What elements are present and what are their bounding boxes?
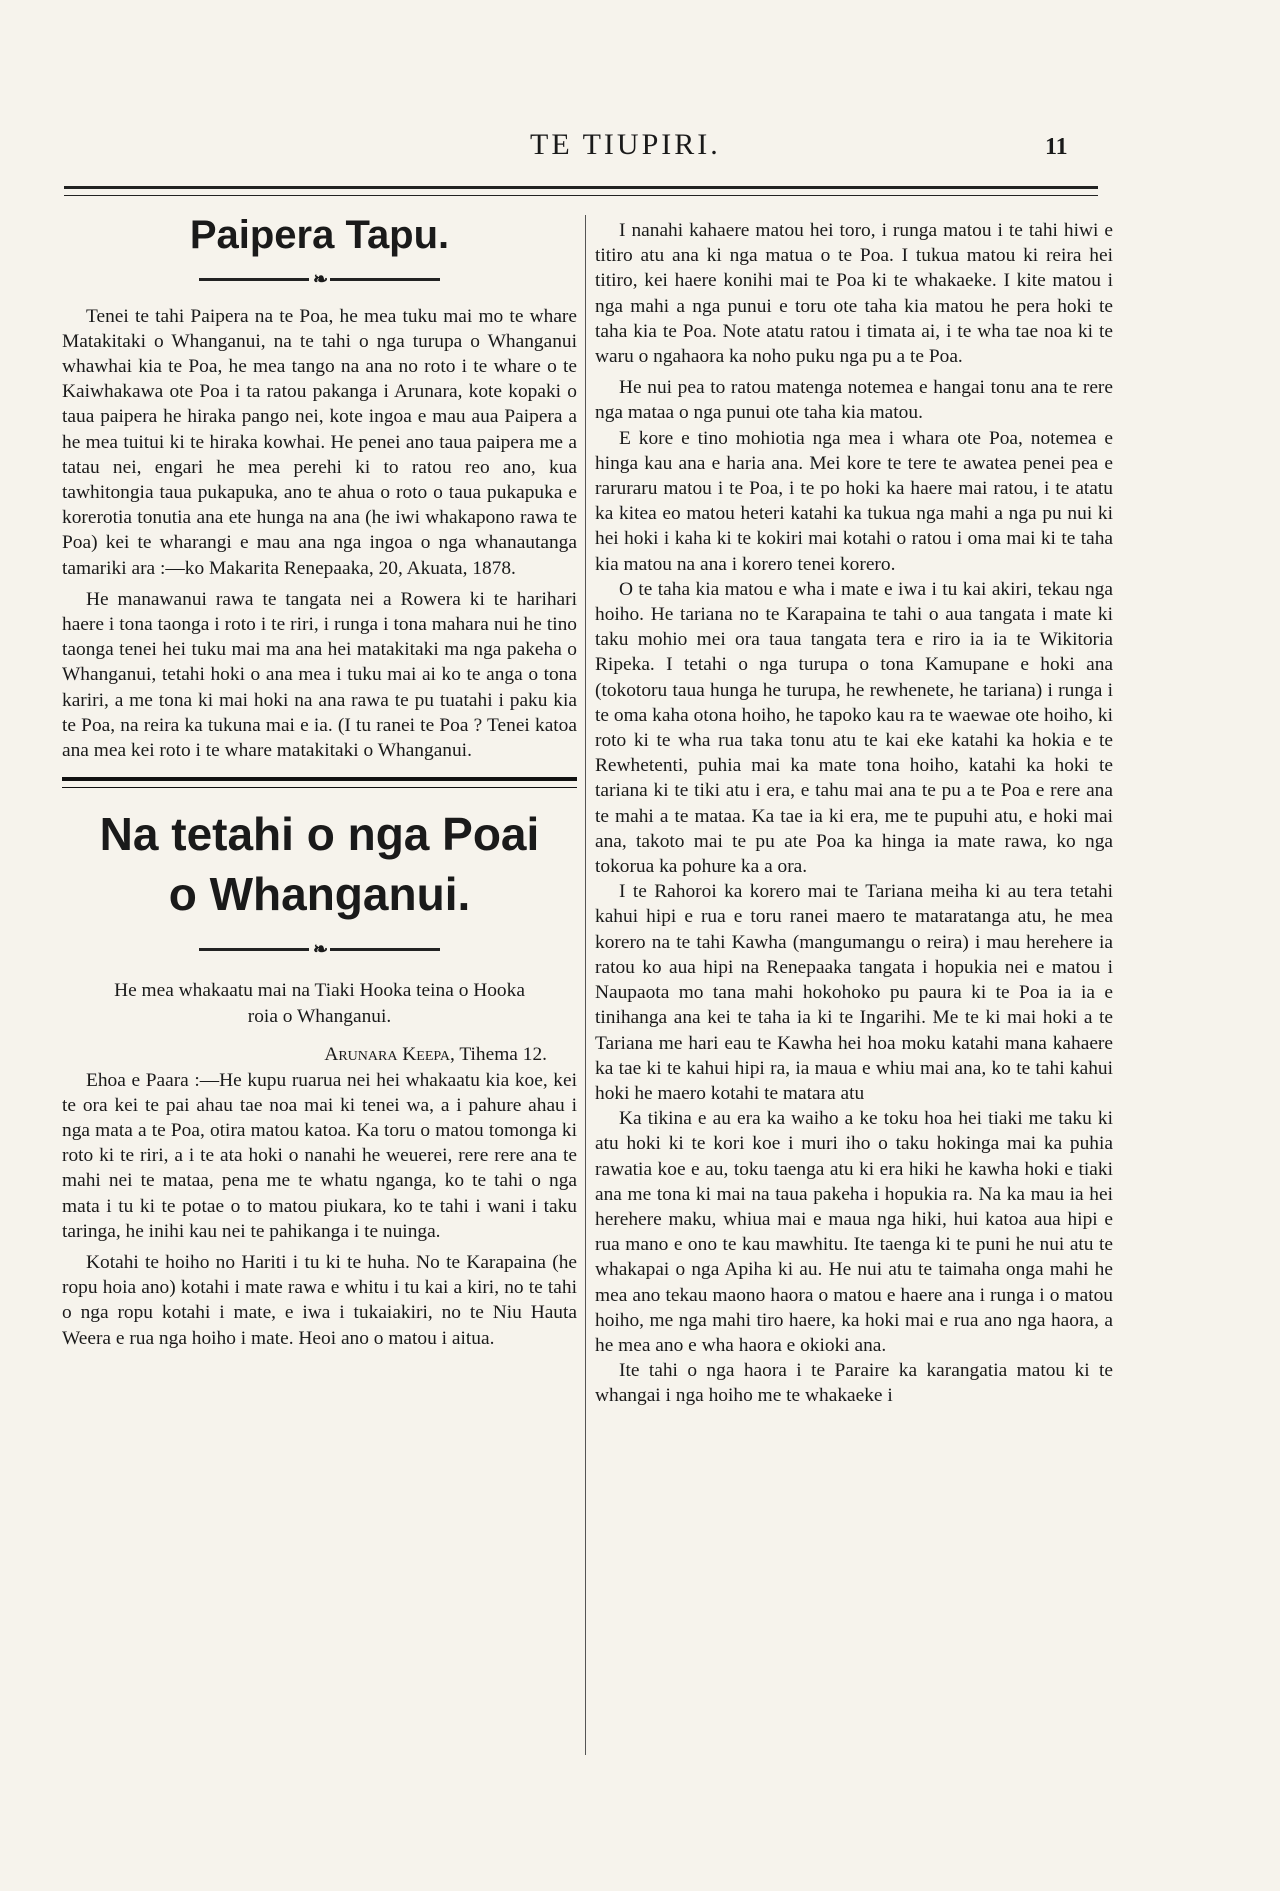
article-paragraph: Ehoa e Paara :—He kupu ruarua nei hei whakaatu kia koe, kei te ora kei te pai ahau tae noa mai ki tenei wa, a i pahure ahau i nga mata a te Poa, otira matou katoa. Ka toru o matou tomonga ki roto ki te riri, a i te ata hoki o nanahi he weuerei, rere rere ana te mahi nei te mataa, pena me te whatu nganga, ko te tahi o nga mata i tu ki te potae o to matou piukara, ko te tahi i wani i taku taringa, he inihi kau nei te pahikanga i te nuinga. xyxy=(62,1069,577,1242)
ornament-divider: ❧ xyxy=(62,938,577,960)
left-column xyxy=(62,205,577,1351)
page-header xyxy=(60,128,1100,168)
article-paragraph: Ite tahi o nga haora i te Paraire ka karangatia matou ki te whangai i nga hoiho me te whakaeke i xyxy=(595,1360,1113,1407)
article-paragraph: E kore e tino mohiotia nga mea i whara ote Poa, notemea e hinga kau ana e haria ana. Mei kore te tere te awatea penei pea e raruraru matou i te Poa, i te po hoki ka haere mai ratou, i te atatu ka kitea eo matou heteri katahi ka tukua nga mahi a nga pu nui ki hei hoki i kaha ki te kokiri mai kotahi o ratou i oma mai ki te taha kia matou na ana i korero tenei korero. xyxy=(595,427,1113,575)
article-paragraph: He nui pea to ratou matenga notemea e hangai tonu ana te rere nga mataa o nga punui ote taha kia matou. xyxy=(595,377,1113,424)
article-paragraph: O te taha kia matou e wha i mate e iwa i tu kai akiri, tekau nga hoiho. He tariana no te Karapaina te tahi o aua tangata i mate ki taku mohio mei ora taua tangata tera e riro ia ia te Wikitoria Ripeka. I tetahi o nga turupa o tona Kamupane e hoki ana (tokotoru taua hunga he turupa, he rewhenete, he tariana) i runga i te oma kaha otona hoiho, he tapoko kau ra te waewae ote hoiho, ki roto ki te wha rua taka tonu atu te kai eke katahi ka hokia e te Rewhetenti, puhia mai ka mate tona hoiho, katahi ka hoki te tariana ki te tiki atu i era, e tahu mai ana te pu a te Poa e rere ana te mahi a te mataa. Ka tae ia ki era, me te pupuhi atu, e hoki mai ana, takoto mai te pu ate Poa ka hinga ia mate rawa, ko nga tokorua ka pohure ka a ora. xyxy=(595,578,1113,878)
masthead-title: TE TIUPIRI. xyxy=(530,128,721,161)
article-title-line-2: o Whanganui. xyxy=(168,868,471,921)
column-divider xyxy=(585,215,586,1755)
section-rule xyxy=(62,777,577,788)
right-column xyxy=(595,218,1113,1409)
article-title-line-1: Na tetahi o nga Poai xyxy=(99,808,540,861)
header-rule xyxy=(64,186,1098,196)
article-paragraph: He manawanui rawa te tangata nei a Rowera ki te harihari haere i tona taonga i roto i te riri, i runga i tona mahara nui he tino taonga tenei hei tuku mai ma ana hei matakitaki ma nga pakeha o Whanganui, tetahi hoki o ana mea i tuku mai ai ko te anga o tona kariri, a me tona ki mai hoki na ana rawa te pu tuatahi i paku kia te Poa, na reira ka tukuna mai e ia. (I tu ranei te Poa ? Tenei katoa ana mea kei roto i te whare matakitaki o Whanganui. xyxy=(62,588,577,761)
article-paragraph: I nanahi kahaere matou hei toro, i runga matou i te tahi hiwi e titiro atu ana ki nga matua o te Poa. I tukua matou ki reira hei titiro, kei haere konihi mai te Poa ki te whakaeke. I kite matou i nga mahi a nga punui e toru ote taha kia matou he pera hoki te taha kia te Poa. Note atatu ratou i timata ai, i te wha tae noa ki te waru o ngahaora ka noho puku nga pu a te Poa. xyxy=(595,220,1113,368)
article-paragraph: Ka tikina e au era ka waiho a ke toku hoa hei tiaki me taku ki atu hoki ki te kori koe i muri iho o taku hokinga mai ka puhia rawatia koe e au, toku taenga atu ki era hiki he kawha hoki e tiaki ana me tona ki mai na taua pakeha i hopukia ra. Na ka mau ia hei herehere maku, whiua mai e maua nga hiki, hui katoa aua hipi e rua mano e ono te kau mawhitu. Ite taenga ki te puni he nui atu te whakapai o nga Apiha ki au. He nui atu te taimaha onga mahi he mea ano tekau maono haora o matou e haere ana i runga i o matou hoiho, me nga mahi tiro haere, ka hoki mai e rua ano nga haora, a he mea ano e wha haora e okioki ana. xyxy=(595,1108,1113,1356)
subtitle-line-1: He mea whakaatu mai na Tiaki Hooka teina o Hooka xyxy=(114,979,525,1001)
page-number: 11 xyxy=(1045,134,1068,160)
article-paragraph: I te Rahoroi ka korero mai te Tariana meiha ki au tera tetahi kahui hipi e rua e toru ranei maero te mataratanga atu, he mea korero na te tahi Kawha (mangumangu o reira) i mau herehere ia ratou ko aua hipi na Renepaaka tangata i hopukia nei e matou i Naupaota mo tana mahi hokohoko pu paura ki te Poa ia ia e tinihanga ana kei te taha ia ki te Ingarihi. Me te ki mai hoki a te Tariana me hari eau te Kawha hei hoa moku katahi mana kahaere ka tae ki te kahui hipi ra, ia maua e whiu mai ana, ko te tahi kahui hoki he maero kotahi te matara atu xyxy=(595,881,1113,1104)
dateline-date: Tihema 12. xyxy=(459,1043,547,1065)
subtitle-line-2: roia o Whanganui. xyxy=(247,1005,392,1027)
dateline-place: Arunara Keepa, xyxy=(324,1043,455,1065)
article-paragraph: Tenei te tahi Paipera na te Poa, he mea tuku mai mo te whare Matakitaki o Whanganui, na te tahi o nga turupa o Whanganui whawhai kia te Poa, he mea tango na ana no roto i te whare o te Kaiwhakawa ote Poa i ta ratou pakanga i Arunara, kote kopaki o taua paipera he hiraka pango nei, kote ingoa e mau aua Paipera a he mea tuitui ki te hiraka kowhai. He penei ano taua paipera me a tatau nei, engari he mea perehi ki to ratou reo ano, kua tawhitongia taua pukapuka, ano te ahua o roto o taua pukapuka e korerotia tonutia ana ete hunga na ana (he iwi whakapono rawa te Poa) kei te wharangi e mau ana nga ingoa o nga whanautanga tamariki ara :—ko Makarita Renepaaka, 20, Akuata, 1878. xyxy=(62,305,577,579)
ornament-divider: ❧ xyxy=(62,268,577,290)
article-paragraph: Kotahi te hoiho no Hariti i tu ki te huha. No te Karapaina (he ropu hoia ano) kotahi i mate rawa e whitu i tu kai a kiri, no te tahi o nga ropu kotahi i mate, e iwa i tukaiakiri, no te Niu Hauta Weera e rua nga hoiho i mate. Heoi ano o matou i aitua. xyxy=(62,1252,577,1349)
article-subtitle xyxy=(62,978,577,1030)
article-title-paipera-tapu: Paipera Tapu. xyxy=(189,213,450,257)
dateline xyxy=(62,1044,547,1066)
